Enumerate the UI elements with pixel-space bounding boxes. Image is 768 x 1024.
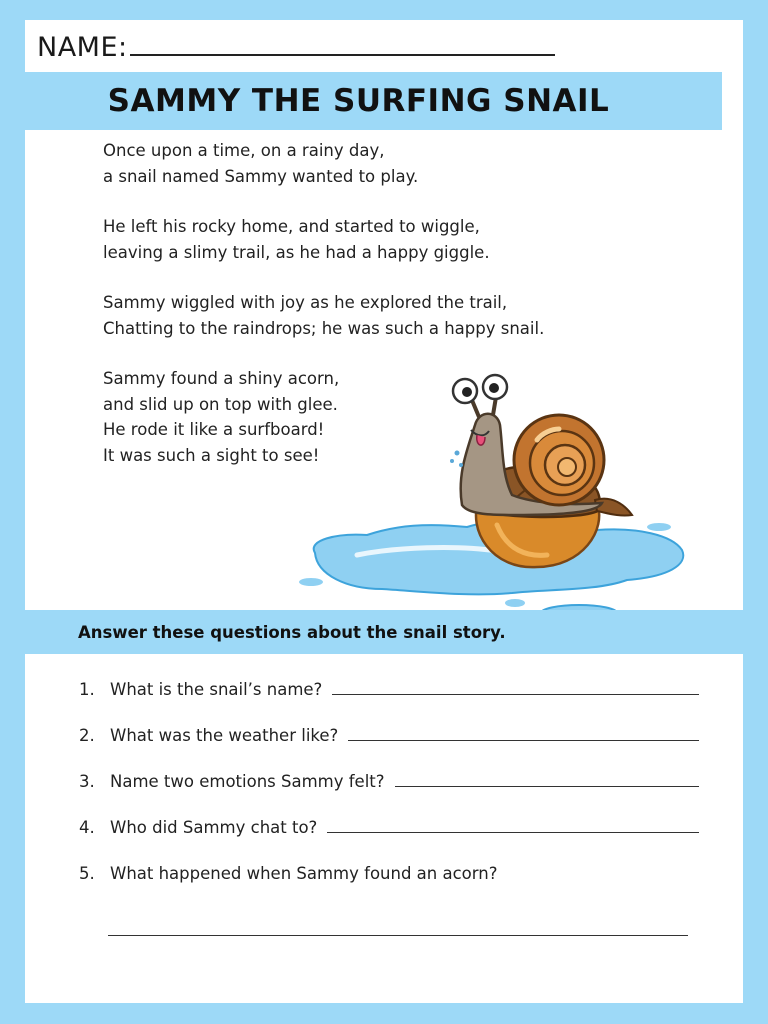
- question-item: [79, 818, 699, 864]
- questions-instruction: Answer these questions about the snail story.: [78, 622, 506, 642]
- question-text: What is the snail’s name?: [110, 680, 323, 699]
- question-number: 2.: [79, 726, 95, 745]
- question-item: [79, 772, 699, 818]
- name-answer-line[interactable]: [130, 30, 555, 56]
- answer-line[interactable]: [348, 728, 699, 741]
- poem-line: a snail named Sammy wanted to play.: [103, 166, 419, 186]
- poem-line: He left his rocky home, and started to wiggle,: [103, 217, 480, 236]
- poem-line: It was such a sight to see!: [103, 445, 320, 465]
- question-item: [79, 726, 699, 772]
- name-row: [37, 30, 555, 63]
- question-list: [79, 680, 699, 910]
- poem-line: Sammy found a shiny acorn,: [103, 369, 340, 388]
- poem-line: Chatting to the raindrops; he was such a happy snail.: [103, 318, 545, 338]
- answer-line[interactable]: [327, 820, 699, 833]
- page-title: SAMMY THE SURFING SNAIL: [107, 83, 610, 119]
- answer-line[interactable]: [332, 682, 699, 695]
- poem-line: Once upon a time, on a rainy day,: [103, 141, 385, 160]
- question-item: [79, 864, 699, 910]
- question-item: [79, 680, 699, 726]
- poem-line: He rode it like a surfboard!: [103, 420, 325, 439]
- question-number: 5.: [79, 864, 95, 883]
- question-number: 4.: [79, 818, 95, 837]
- question-text: Who did Sammy chat to?: [110, 818, 318, 837]
- question-text: What happened when Sammy found an acorn?: [110, 864, 498, 883]
- poem-line: Sammy wiggled with joy as he explored the trail,: [103, 293, 508, 312]
- question-number: 1.: [79, 680, 95, 699]
- stanza: [103, 290, 544, 341]
- name-label: NAME:: [37, 32, 128, 63]
- answer-line[interactable]: [108, 935, 688, 936]
- questions-instruction-band: [25, 610, 743, 654]
- stanza: [103, 138, 544, 189]
- snail-on-acorn-in-puddle-icon: [297, 355, 697, 615]
- question-number: 3.: [79, 772, 95, 791]
- poem-line: and slid up on top with glee.: [103, 394, 338, 414]
- stanza: [103, 214, 544, 265]
- answer-line[interactable]: [395, 774, 699, 787]
- question-text: Name two emotions Sammy felt?: [110, 772, 385, 791]
- title-band: [25, 72, 722, 130]
- poem-line: leaving a slimy trail, as he had a happy giggle.: [103, 242, 490, 262]
- worksheet: [25, 20, 743, 1003]
- question-text: What was the weather like?: [110, 726, 339, 745]
